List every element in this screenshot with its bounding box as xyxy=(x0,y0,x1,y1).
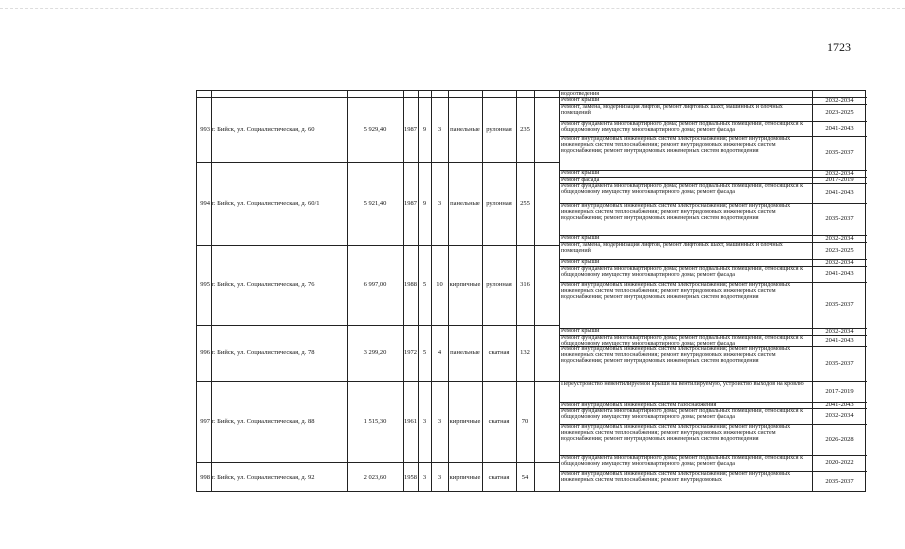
entry-apartments: 255 xyxy=(520,199,530,207)
work-description: Ремонт внутридомовых инженерных систем газоснабжения xyxy=(561,402,717,408)
entry-walls: кирпичные xyxy=(449,281,481,288)
work-description: Ремонт фасада xyxy=(561,177,600,183)
entry-entrances: 3 xyxy=(437,417,442,425)
work-description: Ремонт крыши xyxy=(561,259,600,265)
work-description: Ремонт внутридомовых инженерных систем электроснабжения; ремонт внутридомовых инженерных систем теплоснабжения; ремонт внутридомовых инженерных систем водоснабжения; ремонт внутридомовых инженерных систем водоотведения xyxy=(561,346,791,365)
entry-address: г. Бийск, ул. Социалистическая, д. 78 xyxy=(212,349,315,356)
work-period: 2032-2034 xyxy=(825,96,854,104)
entry-area: 1 515,30 xyxy=(363,417,387,425)
entry-apartments: 70 xyxy=(521,417,529,425)
entry-floors: 5 xyxy=(422,281,427,288)
work-period: 2035-2037 xyxy=(825,215,854,222)
entry-no: 993 xyxy=(200,125,210,133)
work-description: Ремонт внутридомовых инженерных систем электроснабжения; ремонт внутридомовых инженерных систем теплоснабжения; ремонт внутридомовых инженерных систем водоснабжения; ремонт внутридомовых инженерных систем водоотведения xyxy=(561,136,791,155)
entry-floors: 9 xyxy=(422,125,427,133)
work-description: Ремонт фундамента многоквартирного дома; ремонт подвальных помещений, относящихся к общедомовому имуществу многоквартирного дома; ремонт фасада xyxy=(561,335,804,346)
entry-address: г. Бийск, ул. Социалистическая, д. 88 xyxy=(212,417,315,425)
top-edge-line xyxy=(0,8,905,9)
entry-floors: 3 xyxy=(422,473,427,481)
entry-no: 997 xyxy=(200,417,210,425)
work-period: 2026-2028 xyxy=(825,435,854,443)
entry-walls: панельные xyxy=(450,199,480,207)
work-description: Ремонт крыши xyxy=(561,328,600,334)
column-divider xyxy=(534,91,535,491)
entry-year: 1988 xyxy=(404,281,417,288)
entry-no: 996 xyxy=(200,349,210,356)
work-period: 2032-2034 xyxy=(825,258,854,266)
entry-roof: рулонная xyxy=(486,125,512,133)
entry-area: 5 921,40 xyxy=(363,199,387,207)
entry-roof: скатная xyxy=(488,417,510,425)
entry-area: 6 997,00 xyxy=(363,281,387,288)
entry-year: 1958 xyxy=(404,473,417,481)
entry-floors: 9 xyxy=(422,199,427,207)
entry-address: г. Бийск, ул. Социалистическая, д. 76 xyxy=(212,281,315,288)
entry-entrances: 3 xyxy=(437,125,442,133)
work-period: 2020-2022 xyxy=(825,459,854,466)
work-period: 2017-2019 xyxy=(825,176,854,183)
column-divider xyxy=(403,91,404,491)
work-period: 2035-2037 xyxy=(825,478,854,485)
work-description: Ремонт крыши xyxy=(561,97,600,103)
work-description: Ремонт фундамента многоквартирного дома; ремонт подвальных помещений, относящихся к общедомовому имуществу многоквартирного дома; ремонт фасада xyxy=(561,408,804,421)
entry-roof: скатная xyxy=(488,349,510,356)
entry-divider xyxy=(197,325,559,326)
entry-divider xyxy=(197,162,559,163)
repair-schedule-table xyxy=(196,90,866,492)
work-period: 2017-2019 xyxy=(825,387,854,395)
entry-address: г. Бийск, ул. Социалистическая, д. 60 xyxy=(212,125,315,133)
entry-divider xyxy=(197,462,559,463)
work-period: 2035-2037 xyxy=(825,359,854,367)
entry-year: 1961 xyxy=(404,417,417,425)
entry-no: 998 xyxy=(200,473,210,481)
work-period: 2032-2034 xyxy=(825,234,854,242)
entry-roof: рулонная xyxy=(486,199,512,207)
page-number: 1723 xyxy=(827,40,851,54)
work-period: 2041-2043 xyxy=(825,336,854,344)
header-divider xyxy=(197,97,559,98)
work-period: 2023-2025 xyxy=(825,246,854,254)
entry-year: 1972 xyxy=(404,349,417,356)
entry-walls: панельные xyxy=(450,125,480,133)
entry-walls: панельные xyxy=(450,349,480,356)
column-divider xyxy=(516,91,517,491)
column-divider xyxy=(482,91,483,491)
work-description: Ремонт фундамента многоквартирного дома; ремонт подвальных помещений, относящихся к общедомовому имуществу многоквартирного дома; ремонт фасада xyxy=(561,266,804,279)
work-period: 2035-2037 xyxy=(825,149,854,156)
entry-area: 5 929,40 xyxy=(363,125,387,133)
entry-walls: кирпичные xyxy=(449,473,481,481)
work-description: Ремонт, замена, модернизация лифтов, ремонт лифтовых шахт, машинных и блочных помещений xyxy=(561,242,783,255)
entry-year: 1987 xyxy=(404,199,417,207)
entry-walls: кирпичные xyxy=(449,417,481,425)
entry-floors: 5 xyxy=(422,349,427,356)
work-description: Ремонт крыши xyxy=(561,170,600,176)
column-divider xyxy=(211,91,212,491)
entry-roof: рулонная xyxy=(486,281,512,288)
entry-no: 994 xyxy=(200,199,210,207)
entry-divider xyxy=(197,381,559,382)
entry-year: 1987 xyxy=(404,125,417,133)
column-divider xyxy=(431,91,432,491)
column-divider xyxy=(448,91,449,491)
column-divider xyxy=(418,91,419,491)
work-period: 2032-2034 xyxy=(825,327,854,335)
work-description: Ремонт, замена, модернизация лифтов, ремонт лифтовых шахт, машинных и блочных помещений xyxy=(561,104,783,117)
work-period: 2035-2037 xyxy=(825,301,854,308)
work-period: 2041-2043 xyxy=(825,270,854,277)
entry-apartments: 316 xyxy=(520,281,530,288)
column-divider xyxy=(347,91,348,491)
work-description: Переустройство невентилируемой крыши на вентилируемую, устройство выходов на кровлю xyxy=(561,381,804,387)
entry-address: г. Бийск, ул. Социалистическая, д. 92 xyxy=(212,473,315,481)
work-description: Ремонт фундамента многоквартирного дома; ремонт подвальных помещений, относящихся к общедомовому имуществу многоквартирного дома; ремонт фасада xyxy=(561,121,804,134)
work-description: Ремонт фундамента многоквартирного дома; ремонт подвальных помещений, относящихся к общедомовому имуществу многоквартирного дома; ремонт фасада xyxy=(561,455,804,468)
column-divider xyxy=(559,91,560,491)
entry-entrances: 4 xyxy=(437,349,442,356)
work-description: Ремонт внутридомовых инженерных систем электроснабжения; ремонт внутридомовых инженерных систем теплоснабжения; ремонт внутридомовых инженерных систем водоснабжения; ремонт внутридомовых инженерных систем водоотведения xyxy=(561,282,791,301)
work-period: 2032-2034 xyxy=(825,412,854,419)
entry-apartments: 54 xyxy=(521,473,529,481)
work-period: 2032-2034 xyxy=(825,169,854,177)
entry-apartments: 235 xyxy=(520,125,530,133)
entry-no: 995 xyxy=(200,281,210,288)
work-description: Ремонт внутридомовых инженерных систем электроснабжения; ремонт внутридомовых инженерных систем теплоснабжения; ремонт внутридомовых xyxy=(561,471,791,484)
entry-divider xyxy=(197,245,559,246)
entry-entrances: 10 xyxy=(436,281,443,288)
work-period: 2041-2043 xyxy=(825,124,854,132)
work-period: 2041-2043 xyxy=(825,189,854,196)
entry-area: 2 023,60 xyxy=(363,473,387,481)
work-description: водоотведения xyxy=(561,91,600,97)
entry-roof: скатная xyxy=(488,473,510,481)
entry-entrances: 3 xyxy=(437,199,442,207)
work-description: Ремонт крыши xyxy=(561,235,600,241)
work-description: Ремонт внутридомовых инженерных систем электроснабжения; ремонт внутридомовых инженерных систем теплоснабжения; ремонт внутридомовых инженерных систем водоснабжения; ремонт внутридомовых инженерных систем водоотведения xyxy=(561,424,791,443)
entry-entrances: 3 xyxy=(437,473,442,481)
entry-apartments: 132 xyxy=(520,349,530,356)
work-description: Ремонт фундамента многоквартирного дома; ремонт подвальных помещений, относящихся к общедомовому имуществу многоквартирного дома; ремонт фасада xyxy=(561,183,804,196)
work-description: Ремонт внутридомовых инженерных систем электроснабжения; ремонт внутридомовых инженерных систем теплоснабжения; ремонт внутридомовых инженерных систем водоснабжения; ремонт внутридомовых инженерных систем водоотведения xyxy=(561,203,791,222)
work-period: 2023-2025 xyxy=(825,108,854,116)
entry-floors: 3 xyxy=(422,417,427,425)
entry-address: г. Бийск, ул. Социалистическая, д. 60/1 xyxy=(212,199,320,207)
entry-area: 3 299,20 xyxy=(363,349,387,356)
work-period: 2041-2043 xyxy=(825,401,854,408)
